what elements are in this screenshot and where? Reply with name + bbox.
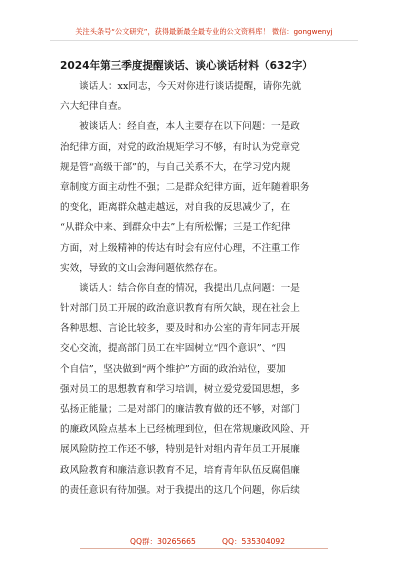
body-line: “从群众中来、到群众中去”上有所松懈；三是工作纪律 <box>60 222 291 234</box>
body-line: 方面，对上级精神的传达有时会有应付心理，不注重工作 <box>60 242 300 254</box>
body-line: 章制度方面主动性不强；二是群众纪律方面，近年随着职务 <box>60 181 310 193</box>
body-line: 被谈话人：经自查，本人主要存在以下问题：一是政 <box>60 121 300 133</box>
document-body <box>60 77 350 501</box>
footer-divider <box>80 548 328 549</box>
body-line: 的廉政风险点基本上已经梳理到位，但在常规廉政风险、开 <box>60 424 310 436</box>
footer-qq-contact: QQ：535304092 <box>222 537 286 546</box>
body-line: 各种思想、言论比较多，要及时和办公室的青年同志开展 <box>60 323 300 335</box>
body-line: 政风险教育和廉洁意识教育不足，培育青年队伍反腐倡廉 <box>60 464 300 476</box>
header-banner: 关注头条号“公文研究”，获得最新最全最专业的公文资料库！ 微信：gongwenyj <box>75 27 333 36</box>
body-line: 的变化，距离群众越走越远，对自我的反思减少了，在 <box>60 202 291 214</box>
footer-qq-group: QQ群：30265665 <box>130 537 196 546</box>
body-line: 弘扬正能量；二是对部门的廉洁教育做的还不够，对部门 <box>60 404 300 415</box>
body-line: 交心交流，提高部门员工在牢固树立“四个意识”、“四 <box>60 343 286 355</box>
body-line: 治纪律方面，对党的政治规矩学习不够，有时认为党章党 <box>60 141 300 153</box>
header-divider <box>50 40 358 41</box>
body-line: 规是管“高级干部”的，与自己关系不大，在学习党内规 <box>60 161 291 173</box>
body-line: 个自信”，坚决做到“两个维护”方面的政治站位，要加 <box>60 363 286 375</box>
body-line: 谈话人：xx同志，今天对你进行谈话提醒，请你先就 <box>60 81 302 92</box>
body-line: 实效，导致的文山会海问题依然存在。 <box>60 262 224 274</box>
body-line: 展风险防控工作还不够，特别是针对组内青年员工开展廉 <box>60 444 300 456</box>
body-line: 谈话人：结合你自查的情况，我提出几点问题：一是 <box>60 282 300 294</box>
body-line: 的责任意识有待加强。对于我提出的这几个问题，你后续 <box>60 484 300 496</box>
document-title: 2024年第三季度提醒谈话、谈心谈话材料（632字） <box>60 60 313 72</box>
body-line: 六大纪律自查。 <box>60 101 128 113</box>
body-line: 强对员工的思想教育和学习培训，树立爱党爱国思想，多 <box>60 383 300 395</box>
body-line: 针对部门员工开展的政治意识教育有所欠缺，现在社会上 <box>60 303 300 315</box>
